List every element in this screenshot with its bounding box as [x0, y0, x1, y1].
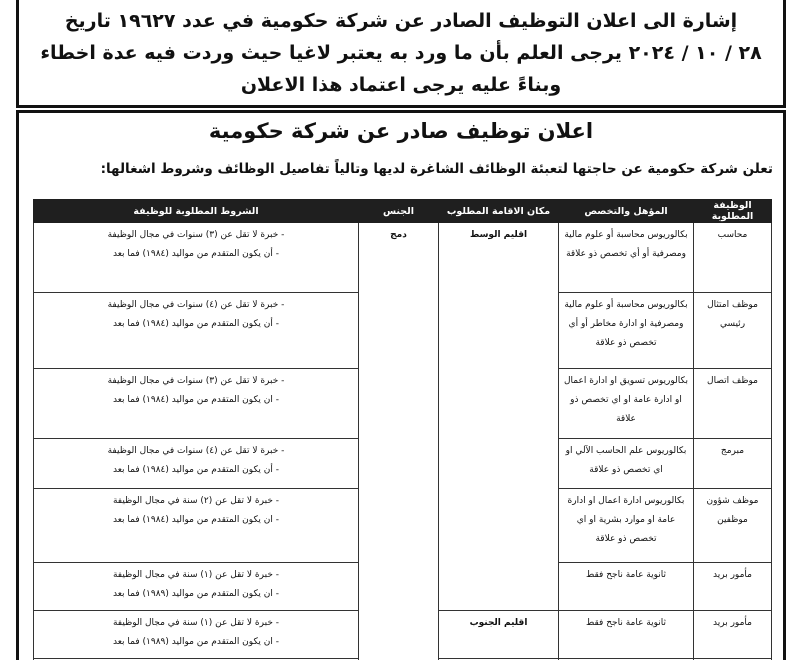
ad-title: اعلان توظيف صادر عن شركة حكومية: [208, 119, 594, 143]
job-cell: مأمور بريد: [694, 611, 772, 659]
qualification-cell: بكالوريوس تسويق او ادارة اعمال او ادارة عامة او اي تخصص ذو علاقة: [559, 369, 694, 439]
job-cell: موظف شؤون موظفين: [694, 489, 772, 563]
conditions-cell: [34, 369, 359, 439]
condition-line: - أن يكون المتقدم من مواليد (١٩٨٤) فما بعد: [112, 465, 279, 475]
region-cell-south: اقليم الجنوب: [439, 611, 559, 659]
notice-line: ٢٨ / ١٠ / ٢٠٢٤ يرجى العلم بأن ما ورد به يعتبر لاغيا حيث وردت فيه عدة اخطاء: [40, 41, 762, 64]
header-residence: مكان الاقامة المطلوب: [439, 200, 559, 223]
condition-line: - خبرة لا تقل عن (٤) سنوات في مجال الوظيفة: [107, 300, 285, 310]
header-gender: الجنس: [359, 200, 439, 223]
header-qualification: المؤهل والتخصص: [559, 200, 694, 223]
correction-notice: [16, 0, 786, 108]
table-row: [34, 223, 772, 293]
condition-line: - أن يكون المتقدم من مواليد (١٩٨٤) فما بعد: [112, 249, 279, 259]
qualification-cell: بكالوريوس ادارة اعمال او ادارة عامة او موارد بشرية او اي تخصص ذو علاقة: [559, 489, 694, 563]
job-cell: مبرمج: [694, 439, 772, 489]
conditions-cell: [34, 439, 359, 489]
condition-line: - ان يكون المتقدم من مواليد (١٩٨٤) فما بعد: [112, 395, 279, 405]
conditions-cell: [34, 489, 359, 563]
condition-line: - ان يكون المتقدم من مواليد (١٩٨٩) فما بعد: [112, 589, 279, 599]
jobs-table: [33, 199, 772, 660]
qualification-cell: بكالوريوس محاسبة أو علوم مالية ومصرفية أو أي تخصص ذو علاقة: [559, 223, 694, 293]
condition-line: - خبرة لا تقل عن (١) سنة في مجال الوظيفة: [112, 618, 279, 628]
gender-cell: دمج: [359, 223, 439, 660]
ad-intro: تعلن شركة حكومية عن حاجتها لتعبئة الوظائف الشاغرة لديها وتالياً تفاصيل الوظائف وشروط اشغالها:: [100, 161, 773, 177]
job-advertisement: [16, 110, 786, 660]
job-cell: موظف اتصال: [694, 369, 772, 439]
condition-line: - خبرة لا تقل عن (٤) سنوات في مجال الوظيفة: [107, 446, 285, 456]
condition-line: - خبرة لا تقل عن (٣) سنوات في مجال الوظيفة: [107, 230, 285, 240]
conditions-cell: [34, 563, 359, 611]
job-cell: محاسب: [694, 223, 772, 293]
condition-line: - خبرة لا تقل عن (١) سنة في مجال الوظيفة: [112, 570, 279, 580]
condition-line: - خبرة لا تقل عن (٣) سنوات في مجال الوظيفة: [107, 376, 285, 386]
table-header-row: [34, 200, 772, 223]
region-cell-middle: اقليم الوسط: [439, 223, 559, 611]
qualification-cell: ثانوية عامة ناجح فقط: [559, 563, 694, 611]
qualification-cell: ثانوية عامة ناجح فقط: [559, 611, 694, 659]
job-cell: موظف امتثال رئيسي: [694, 293, 772, 369]
condition-line: - ان يكون المتقدم من مواليد (١٩٨٤) فما بعد: [112, 515, 279, 525]
conditions-cell: [34, 293, 359, 369]
condition-line: - أن يكون المتقدم من مواليد (١٩٨٤) فما بعد: [112, 319, 279, 329]
job-cell: مأمور بريد: [694, 563, 772, 611]
qualification-cell: بكالوريوس محاسبة أو علوم مالية ومصرفية او ادارة مخاطر أو أي تخصص ذو علاقة: [559, 293, 694, 369]
header-job: الوظيفة المطلوبة: [694, 200, 772, 223]
condition-line: - ان يكون المتقدم من مواليد (١٩٨٩) فما بعد: [112, 637, 279, 647]
header-conditions: الشروط المطلوبة للوظيفة: [34, 200, 359, 223]
condition-line: - خبرة لا تقل عن (٢) سنة في مجال الوظيفة: [112, 496, 279, 506]
notice-line: إشارة الى اعلان التوظيف الصادر عن شركة حكومية في عدد ١٩٦٢٧ تاريخ: [64, 9, 738, 32]
conditions-cell: [34, 611, 359, 659]
qualification-cell: بكالوريوس علم الحاسب الآلي او اي تخصص ذو علاقة: [559, 439, 694, 489]
notice-line: وبناءً عليه يرجى اعتماد هذا الاعلان: [240, 73, 562, 96]
conditions-cell: [34, 223, 359, 293]
